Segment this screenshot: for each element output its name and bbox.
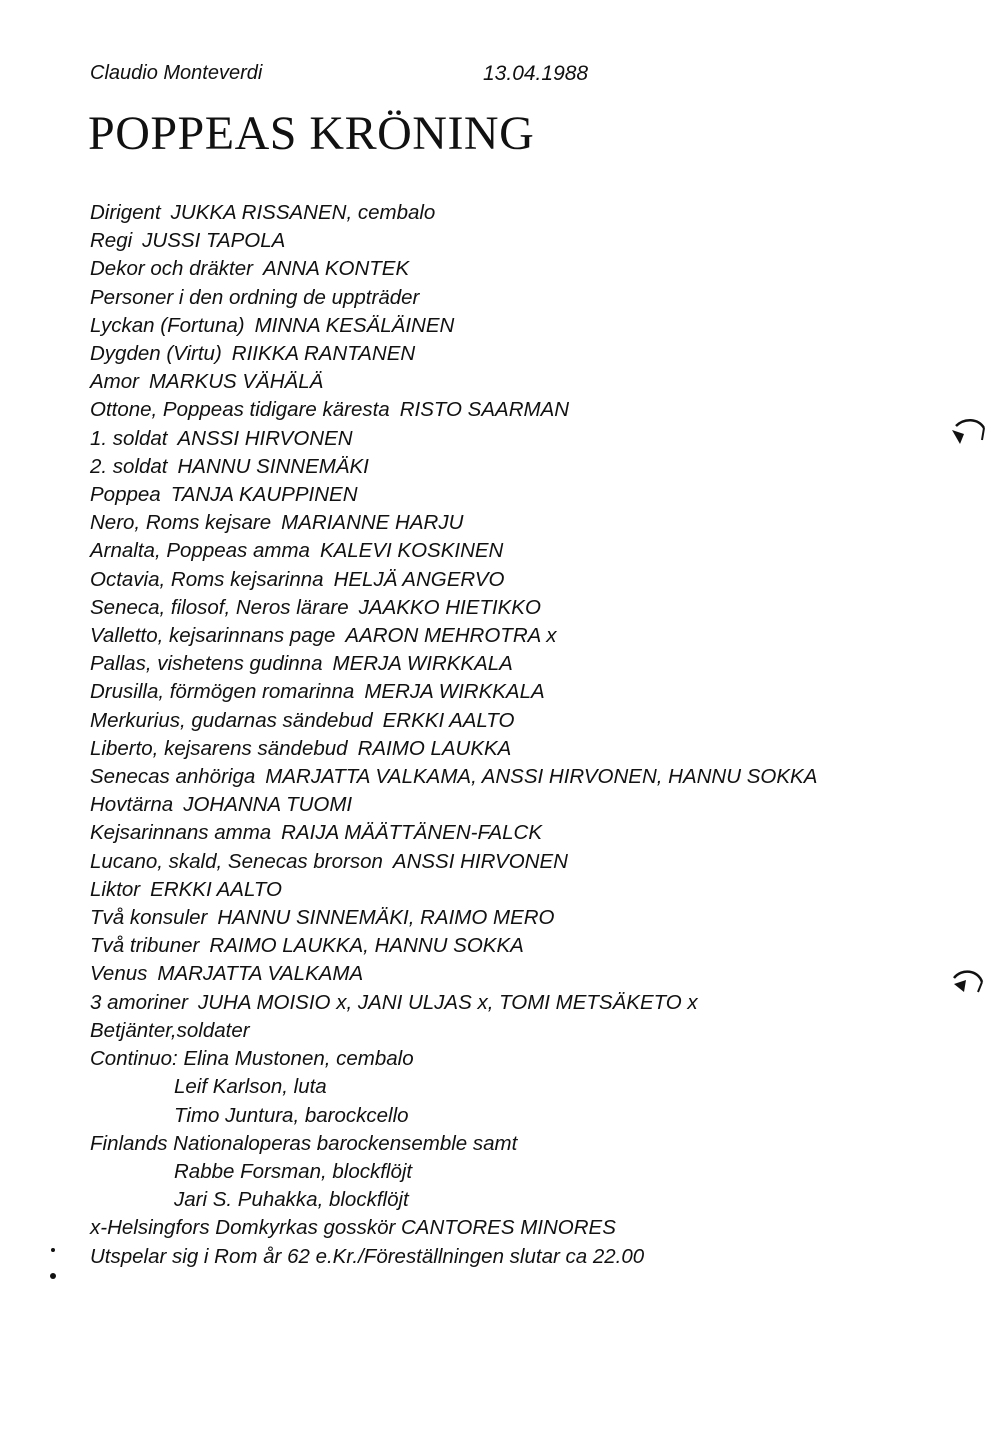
cast-line (90, 396, 817, 424)
cast-role: Octavia, Roms kejsarinna (90, 567, 324, 591)
cast-role: Regi (90, 229, 133, 253)
cast-line (90, 960, 817, 988)
cast-name: RAIMO LAUKKA (357, 736, 512, 760)
cast-line (90, 227, 817, 255)
punch-hole-mark-icon (950, 966, 990, 1000)
cast-line (90, 650, 817, 678)
cast-role: Betjänter,soldater (90, 1018, 250, 1042)
cast-line (90, 425, 817, 453)
cast-role: Liberto, kejsarens sändebud (90, 736, 348, 760)
cast-role: Jari S. Puhakka, blockflöjt (174, 1188, 409, 1212)
cast-role: 2. soldat (90, 454, 168, 478)
cast-role: Liktor (90, 877, 141, 901)
cast-role: Senecas anhöriga (90, 765, 256, 789)
cast-name: KALEVI KOSKINEN (319, 539, 504, 563)
cast-role: Ottone, Poppeas tidigare käresta (90, 398, 390, 422)
cast-line (90, 876, 817, 904)
cast-name: MARJATTA VALKAMA (157, 962, 364, 986)
cast-role: Rabbe Forsman, blockflöjt (174, 1159, 413, 1183)
cast-name: ANSSI HIRVONEN (177, 426, 353, 450)
cast-line (90, 312, 817, 340)
cast-line (90, 368, 817, 396)
cast-line (90, 989, 817, 1017)
cast-line (90, 735, 817, 763)
ensemble-line (90, 1130, 817, 1158)
cast-role: Utspelar sig i Rom år 62 e.Kr./Föreställningen slutar ca 22.00 (90, 1244, 645, 1268)
cast-role: Continuo: Elina Mustonen, cembalo (90, 1047, 414, 1071)
cast-line (90, 791, 817, 819)
cast-list (90, 199, 817, 1271)
cast-role: Dygden (Virtu) (90, 342, 222, 366)
cast-name: JUHA MOISIO x, JANI ULJAS x, TOMI METSÄKETO x (198, 990, 698, 1014)
cast-name: ANSSI HIRVONEN (392, 849, 568, 873)
cast-name: ERKKI AALTO (382, 708, 515, 732)
cast-line (90, 594, 817, 622)
cast-line (90, 537, 817, 565)
cast-role: Nero, Roms kejsare (90, 511, 272, 535)
continuo-line (90, 1073, 817, 1101)
cast-line (90, 763, 817, 791)
cast-role: Valletto, kejsarinnans page (90, 624, 336, 648)
cast-role: Dekor och dräkter (90, 257, 253, 281)
cast-line (90, 622, 817, 650)
cast-name: JAAKKO HIETIKKO (358, 595, 541, 619)
cast-role: Timo Juntura, barockcello (174, 1103, 409, 1127)
cast-name: MARJATTA VALKAMA, ANSSI HIRVONEN, HANNU SOKKA (265, 765, 818, 789)
cast-role: Leif Karlson, luta (174, 1075, 327, 1099)
cast-role: Hovtärna (90, 793, 174, 817)
cast-name: HANNU SINNEMÄKI, RAIMO MERO (217, 906, 555, 930)
cast-role: Finlands Nationaloperas barockensemble samt (90, 1131, 518, 1155)
cast-role: 3 amoriner (90, 990, 188, 1014)
cast-name: ERKKI AALTO (150, 877, 282, 901)
cast-role: Pallas, vishetens gudinna (90, 652, 323, 676)
cast-line (90, 453, 817, 481)
cast-name: AARON MEHROTRA x (345, 624, 557, 648)
cast-line (90, 932, 817, 960)
cast-line (90, 707, 817, 735)
cast-role: Drusilla, förmögen romarinna (90, 680, 355, 704)
performance-date: 13.04.1988 (483, 62, 589, 85)
cast-role: Två tribuner (90, 934, 200, 958)
cast-line (90, 819, 817, 847)
cast-name: HELJÄ ANGERVO (333, 567, 505, 591)
cast-role: Venus (90, 962, 148, 986)
composer-name: Claudio Monteverdi (90, 62, 263, 84)
cast-name: MINNA KESÄLÄINEN (254, 313, 455, 337)
cast-name: MARKUS VÄHÄLÄ (148, 370, 324, 394)
ensemble-line (90, 1158, 817, 1186)
continuo-line (90, 1045, 817, 1073)
cast-role: Amor (90, 370, 139, 394)
cast-role: x-Helsingfors Domkyrkas gosskör CANTORES MINORES (90, 1216, 616, 1240)
cast-line (90, 566, 817, 594)
cast-name: JOHANNA TUOMI (183, 793, 353, 817)
footnote-line (90, 1214, 817, 1242)
cast-name: RAIMO LAUKKA, HANNU SOKKA (209, 934, 524, 958)
cast-role: Merkurius, gudarnas sändebud (90, 708, 373, 732)
cast-role: Lucano, skald, Senecas brorson (90, 849, 383, 873)
cast-role: Personer i den ordning de uppträder (90, 285, 420, 309)
cast-role: Kejsarinnans amma (90, 821, 272, 845)
cast-line (90, 255, 817, 283)
cast-line (90, 1017, 817, 1045)
cast-name: MERJA WIRKKALA (364, 680, 545, 704)
cast-role: Lyckan (Fortuna) (90, 313, 245, 337)
cast-line (90, 199, 817, 227)
cast-line (90, 509, 817, 537)
margin-dots-icon (48, 1246, 58, 1286)
cast-line (90, 284, 817, 312)
cast-line (90, 678, 817, 706)
setting-line (90, 1243, 817, 1271)
cast-name: TANJA KAUPPINEN (170, 483, 358, 507)
cast-line (90, 481, 817, 509)
continuo-line (90, 1102, 817, 1130)
cast-role: Arnalta, Poppeas amma (90, 539, 310, 563)
cast-name: HANNU SINNEMÄKI (177, 454, 369, 478)
cast-name: RAIJA MÄÄTTÄNEN-FALCK (281, 821, 543, 845)
cast-name: JUSSI TAPOLA (142, 229, 286, 253)
page-title: POPPEAS KRÖNING (88, 107, 535, 160)
cast-name: RIIKKA RANTANEN (231, 342, 416, 366)
cast-name: MARIANNE HARJU (281, 511, 464, 535)
cast-name: ANNA KONTEK (262, 257, 410, 281)
cast-name: RISTO SAARMAN (399, 398, 570, 422)
cast-name: MERJA WIRKKALA (332, 652, 513, 676)
cast-name: JUKKA RISSANEN, cembalo (170, 201, 436, 224)
cast-line (90, 340, 817, 368)
punch-hole-mark-icon (950, 416, 990, 450)
cast-role: Två konsuler (90, 906, 208, 930)
cast-role: Dirigent (90, 201, 161, 224)
cast-role: Poppea (90, 483, 161, 507)
cast-line (90, 848, 817, 876)
cast-line (90, 904, 817, 932)
ensemble-line (90, 1186, 817, 1214)
cast-role: 1. soldat (90, 426, 168, 450)
cast-role: Seneca, filosof, Neros lärare (90, 595, 349, 619)
